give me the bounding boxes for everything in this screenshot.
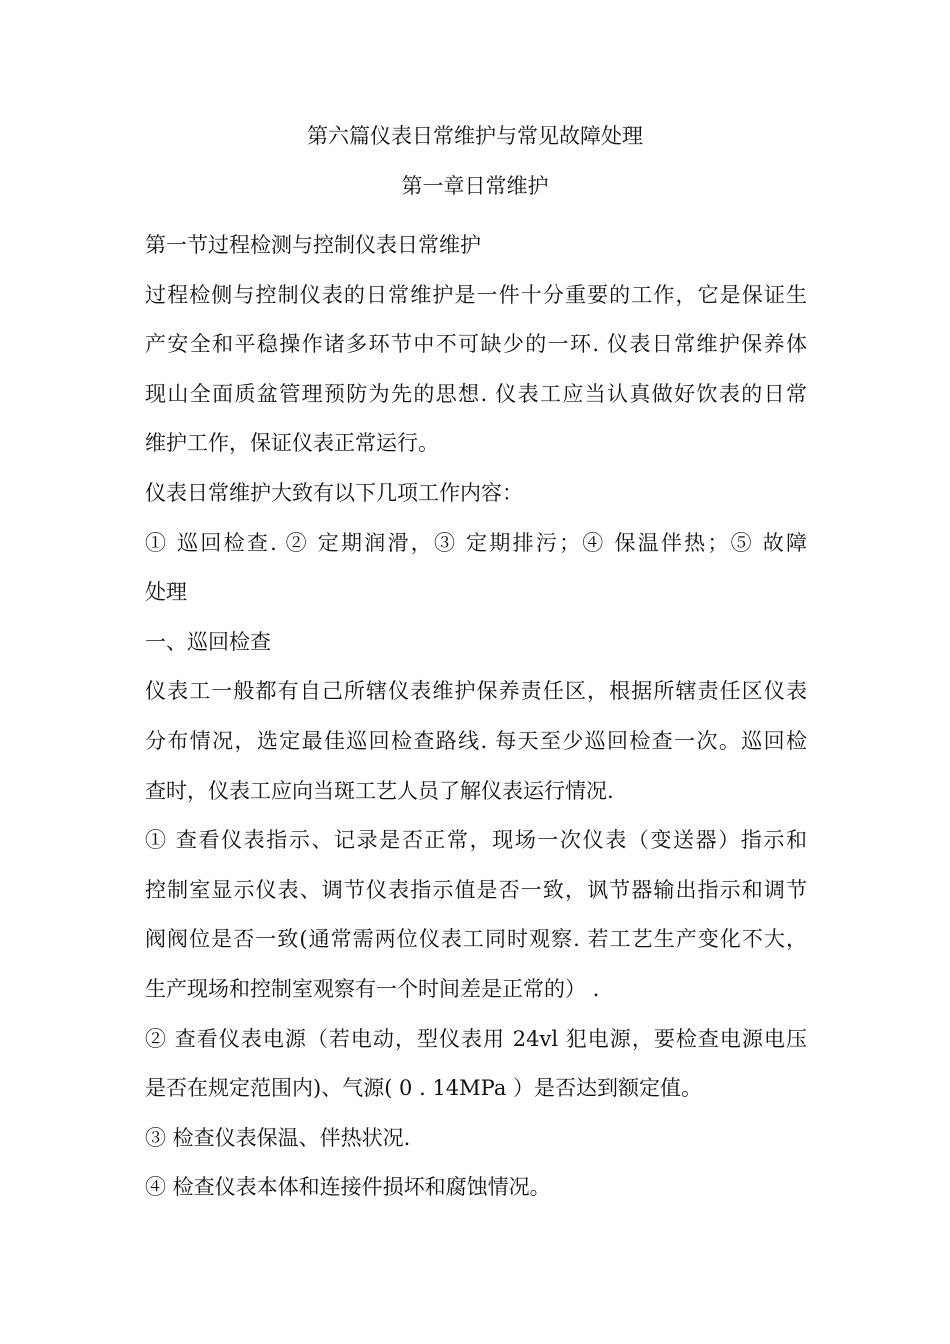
text-line: 仪表工一般都有自己所辖仪表维护保养责任区，根据所辖责任区仪表 bbox=[145, 679, 807, 704]
text-line: 维护工作，保证仪表正常运行。 bbox=[145, 431, 439, 456]
text-line: 过程检侧与控制仪表的日常维护是一件十分重要的工作，它是保证生 bbox=[145, 282, 807, 307]
chapter-heading: 第一章日常维护 bbox=[401, 174, 549, 198]
text-line: ③ 检查仪表保温、伴热状况. bbox=[145, 1125, 411, 1150]
check-item-3 bbox=[145, 1114, 807, 1164]
intro-paragraph bbox=[145, 271, 807, 469]
text-line: 查时，仪表工应向当斑工艺人员了解仪表运行情况. bbox=[145, 778, 614, 803]
document-body bbox=[145, 221, 807, 1213]
patrol-paragraph bbox=[145, 667, 807, 816]
text-line: 产安全和平稳操作诸多环节中不可缺少的一环. 仪表日常维护保养体 bbox=[145, 332, 807, 357]
items-list bbox=[145, 519, 807, 618]
text-line: ① 查看仪表指示、记录是否正常，现场一次仪表（变送器）指示和 bbox=[145, 828, 807, 853]
text-line: 生产现场和控制室观察有一个时间差是正常的） . bbox=[145, 976, 600, 1001]
text-line: 控制室显示仪表、调节仪表指示值是否一致，讽节器输出指示和调节 bbox=[145, 877, 807, 902]
section-heading bbox=[145, 221, 807, 271]
text-line: ② 查看仪表电源（若电动，型仪表用 24vl 犯电源，要检查电源电压 bbox=[145, 1026, 807, 1051]
text-line: ① 巡回检查. ② 定期润滑，③ 定期排污；④ 保温伴热；⑤ 故障 bbox=[145, 530, 807, 555]
text-line: ④ 检查仪表本体和连接件损坏和腐蚀情况。 bbox=[145, 1175, 551, 1200]
document-title: 第六篇仪表日常维护与常见故障处理 bbox=[307, 124, 643, 148]
items-intro bbox=[145, 469, 807, 519]
text-line: 处理 bbox=[145, 580, 187, 605]
text-line: 仪表日常维护大致有以下几项工作内容： bbox=[145, 480, 523, 505]
subsection-heading-text: 一、巡回检查 bbox=[145, 629, 271, 654]
text-line: 阀阀位是否一致(通常需两位仪表工同时观察. 若工艺生产变化不大， bbox=[145, 927, 807, 952]
subsection-heading bbox=[145, 618, 807, 668]
check-item-1 bbox=[145, 816, 807, 1014]
text-line: 现山全面质盆管理预防为先的思想. 仪表工应当认真做好饮表的日常 bbox=[145, 381, 807, 406]
text-line: 是否在规定范围内)、气源( 0 . 14MPa ）是否达到额定值。 bbox=[145, 1076, 703, 1101]
section-heading-text: 第一节过程检测与控制仪表日常维护 bbox=[145, 233, 481, 257]
check-item-4 bbox=[145, 1163, 807, 1213]
text-line: 分布情况，选定最佳巡回检查路线. 每天至少巡回检查一次。巡回检 bbox=[145, 728, 807, 753]
check-item-2 bbox=[145, 1015, 807, 1114]
